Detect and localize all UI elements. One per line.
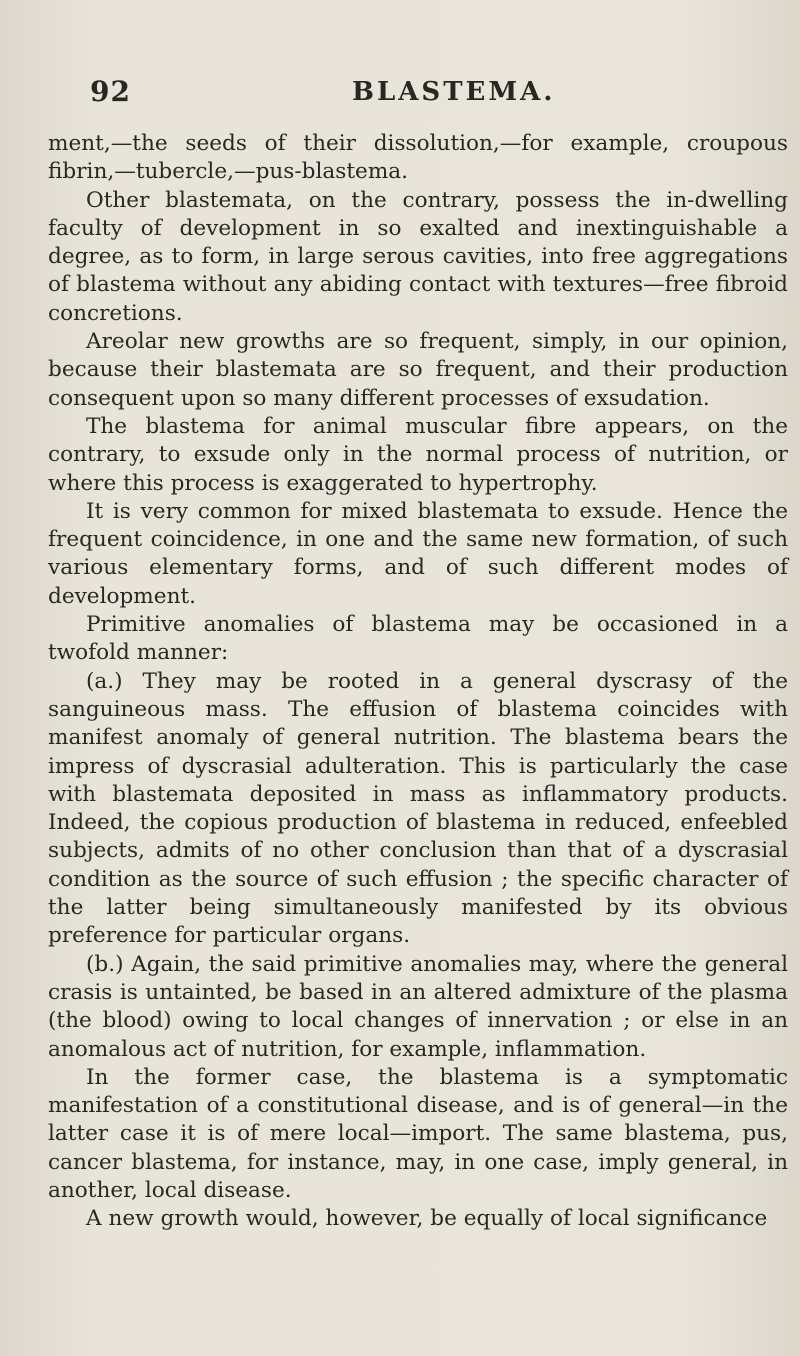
paragraph-primitive-anomalies: Primitive anomalies of blastema may be occasioned in a twofold manner: xyxy=(48,612,788,666)
paragraph-muscular-fibre: The blastema for animal muscular fibre appears, on the contrary, to exsude only in the normal process of nutrition, or where this process is exaggerated to hypertrophy. xyxy=(48,413,788,496)
paragraph-new-growth: A new growth would, however, be equally of local significance xyxy=(86,1206,768,1232)
paragraph-case-b: (b.) Again, the said primitive anomalies may, where the general crasis is untainted, be based in an altered admixture of the plasma (the blood) owing to local changes of innervation ; or else in an anomalous act of nutrition, for example, inflammation. xyxy=(48,951,788,1062)
running-title: BLASTEMA. xyxy=(352,77,556,107)
paragraph-areolar-growths: Areolar new growths are so frequent, simply, in our opinion, because their blastemata are so frequent, and their production consequent upon so many different processes of exsudation. xyxy=(48,329,788,411)
page-number: 92 xyxy=(90,75,131,108)
paragraph-former-case: In the former case, the blastema is a symptomatic manifestation of a constitutional disease, and is of general—in the latter case it is of mere local—import. The same blastema, pus, cancer blastema, for instance, may, in one case, imply general, in another, local disease. xyxy=(48,1064,788,1203)
paragraph-case-a: (a.) They may be rooted in a general dyscrasy of the sanguineous mass. The effusion of blastema coincides with manifest anomaly of general nutrition. The blastema bears the impress of dyscrasial adulteration. This is particularly the case with blastemata deposited in mass as inflammatory products. Indeed, the copious production of blastema in reduced, enfeebled subjects, admits of no other conclusion than that of a dyscrasial condition as the source of such effusion ; the specific character of the latter being simultaneously manifested by its obvious preference for particular organs. xyxy=(48,668,788,949)
paragraph-other-blastemata: Other blastemata, on the contrary, possess the in-dwelling faculty of development in so exalted and inextinguishable a degree, as to form, in large serous cavities, into free aggregations of blastema without any abiding contact with textures—free fibroid concretions. xyxy=(48,187,788,326)
paragraph-mixed-blastemata: It is very common for mixed blastemata to exsude. Hence the frequent coincidence, in one and the same new formation, of such various elementary forms, and of such different modes of development. xyxy=(48,498,788,609)
paragraph-continuation: ment,—the seeds of their dissolution,—for example, croupous fibrin,—tubercle,—pus-blastema. xyxy=(48,131,788,185)
page-header xyxy=(90,75,760,115)
body-text xyxy=(48,130,788,1234)
